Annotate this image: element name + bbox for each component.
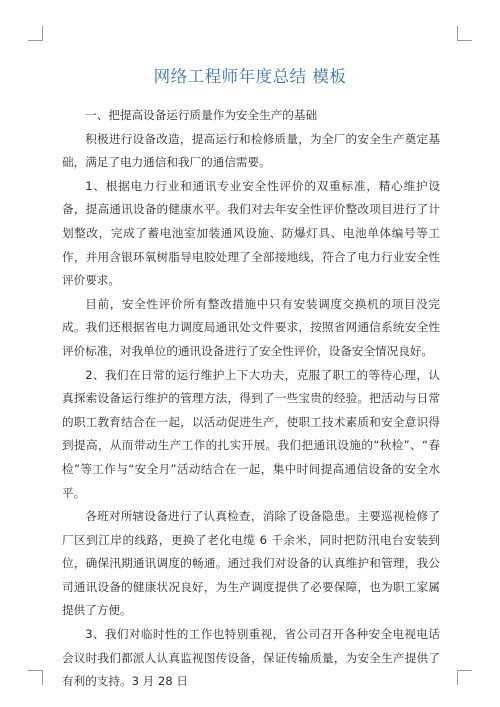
paragraph: 积极进行设备改造，提高运行和检修质量，为全厂的安全生产奠定基础，满足了电力通信和我厂的通信需要。	[62, 131, 440, 170]
paragraph: 各班对所辖设备进行了认真检查，消除了设备隐患。主要巡视检修了厂区到江岸的线路，更换了老化电缆 6 千余米，同时把防汛电台安装到位，确保汛期通讯调度的畅通。通过我们对设备的认真维护和管理，我公司通讯设备的健康状况良好，为生产调度提供了必要保障，也为职工家属提供了方便。	[62, 509, 440, 618]
paragraph: 3、我们对临时性的工作也特别重视，省公司召开各种安全电视电话会议时我们都派人认真监视图传设备，保证传输质量，为安全生产提供了有利的支持。3 月 28 日	[62, 627, 440, 689]
section-heading: 一、把提高设备运行质量作为安全生产的基础	[85, 108, 318, 122]
crop-mark-bottom-left	[28, 670, 43, 685]
document-body	[62, 104, 440, 694]
paragraph: 目前，安全性评价所有整改措施中只有安装调度交换机的项目没完成。我们还根据省电力调度局通讯处文件要求，按照省网通信系统安全性评价标准，对我单位的通讯设备进行了安全性评价，设备安全情况良好。	[62, 296, 440, 358]
crop-mark-top-left	[28, 26, 43, 41]
document-title: 网络工程师年度总结 模板	[153, 67, 347, 86]
paragraph: 1、根据电力行业和通讯专业安全性评价的双重标准，精心维护设备，提高通讯设备的健康水平。我们对去年安全性评价整改项目进行了计划整改，完成了蓄电池室加装通风设施、防爆灯具、电池单体编号等工作，并用含银环氧树脂导电胶处理了全部接地线，符合了电力行业安全性评价要求。	[62, 178, 440, 288]
crop-mark-top-right	[457, 26, 472, 41]
paragraph: 2、我们在日常的运行维护上下大功夫，克服了职工的等待心理，认真探索设备运行维护的管理方法，得到了一些宝贵的经验。把活动与日常的职工教育结合在一起，以活动促进生产，使职工技术素质和安全意识得到提高，从而带动生产工作的扎实开展。我们把通讯设施的“秋检”、“春检”等工作与“安全月”活动结合在一起，集中时间提高通信设备的安全水平。	[62, 367, 440, 500]
crop-mark-bottom-right	[457, 670, 472, 685]
